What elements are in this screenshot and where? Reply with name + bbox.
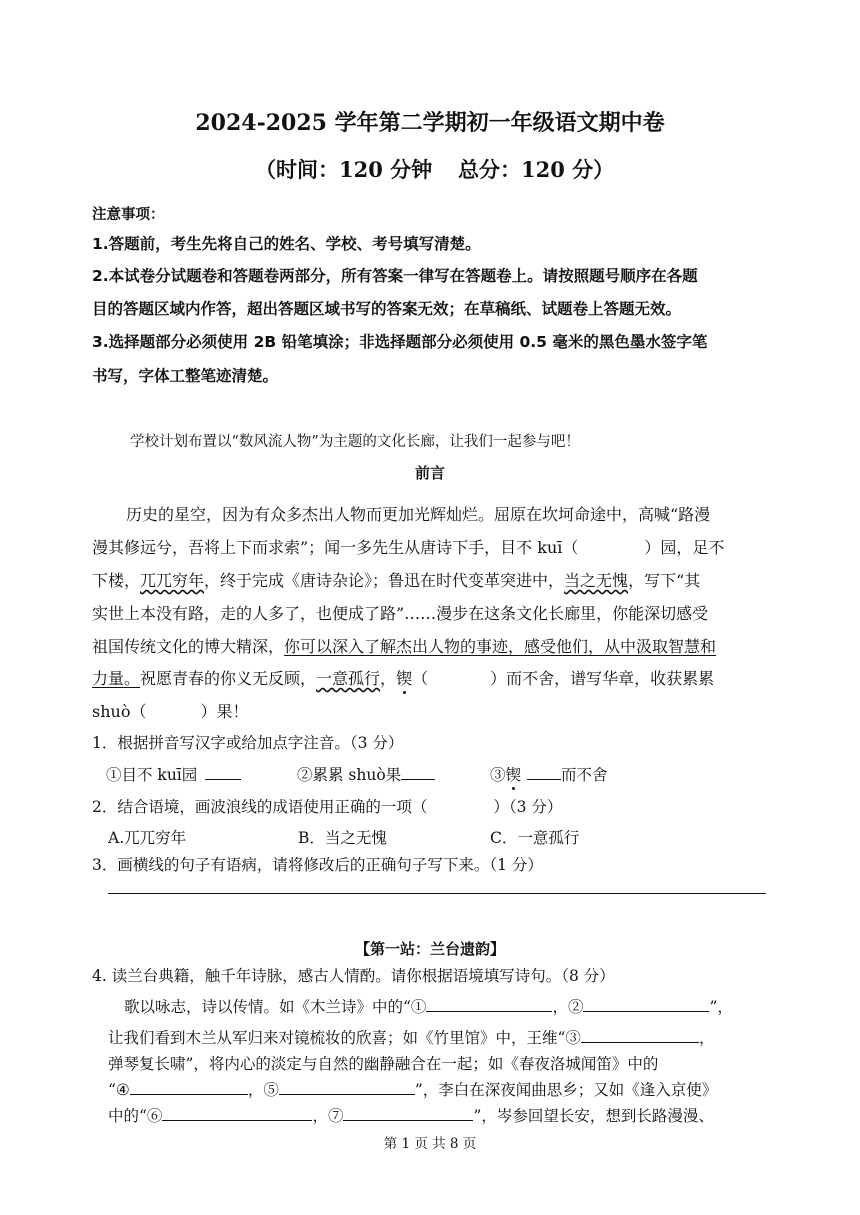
preface-line-2b: ）园，足不	[644, 538, 725, 557]
poem-blank-5[interactable]	[279, 1080, 415, 1095]
q4-line-5	[108, 1104, 714, 1126]
q2-stem-text: 2．结合语境，画波浪线的成语使用正确的一项（	[92, 798, 428, 816]
note-3a: 3.选择题部分必须使用 2B 铅笔填涂；非选择题部分必须使用 0.5 毫米的黑色墨水签字笔	[92, 333, 708, 351]
poem-blank-2[interactable]	[583, 997, 709, 1012]
dotted-char-qie: 锲	[396, 669, 413, 688]
q1-option-1-text: ①目不 kuī园	[106, 766, 198, 784]
preface-line-6d: ）而不舍，谱写华章，收获累累	[490, 669, 715, 688]
q1-stem: 1．根据拼音写汉字或给加点字注音。（3 分）	[92, 734, 404, 752]
idiom-wuwuqiongnian: 兀兀穷年	[140, 571, 205, 590]
q2-score: ）（3 分）	[493, 798, 563, 816]
q4-line-2	[108, 1026, 714, 1048]
answer-blank[interactable]	[205, 765, 241, 780]
idiom-yiyiguxing: 一意孤行	[316, 669, 381, 688]
preface-line-2	[92, 535, 724, 558]
q4-line-1c: ”，	[709, 998, 733, 1016]
q4-stem: 4. 读兰台典籍，触千年诗脉，感古人情酌。请你根据语境填写诗句。（8 分）	[92, 967, 615, 985]
q1-option-1	[106, 763, 241, 785]
preface-heading: 前言	[414, 464, 445, 482]
preface-line-5	[92, 634, 716, 657]
preface-line-4: 实世上本没有路，走的人多了，也便成了路”……漫步在这条文化长廊里，你能深切感受	[92, 604, 709, 623]
q4-line-5b: ，⑦	[312, 1107, 344, 1125]
preface-line-6a: 祝愿青春的你义无反顾，	[140, 669, 317, 688]
q4-line-4b: ，⑤	[247, 1081, 279, 1099]
q4-line-5c: ”，岑参回望长安，想到长路漫漫、	[473, 1107, 714, 1125]
poem-blank-7[interactable]	[343, 1106, 473, 1121]
preface-line-3a: 下楼，	[92, 571, 141, 590]
answer-blank[interactable]	[401, 765, 435, 780]
preface-line-5a: 祖国传统文化的博大精深，	[92, 637, 285, 656]
q1-option-3-text: 而不舍	[561, 766, 608, 784]
q2-option-a[interactable]: A.兀兀穷年	[108, 829, 187, 847]
exam-total: 总分：120 分）	[458, 157, 615, 182]
idiom-dangzhiwukui: 当之无愧	[564, 571, 629, 590]
preface-line-3	[92, 568, 700, 591]
notes-heading: 注意事项：	[92, 207, 165, 223]
q4-line-2a: 让我们看到木兰从军归来对镜梳妆的欣喜；如《竹里馆》中，王维“③	[108, 1029, 581, 1047]
q2-option-b[interactable]: B．当之无愧	[298, 829, 387, 847]
q4-line-2b: ，	[698, 1029, 715, 1047]
q1-option-3	[490, 763, 608, 785]
q4-line-1a: 歌以咏志，诗以传情。如《木兰诗》中的“①	[124, 998, 427, 1016]
q4-line-1b: ，②	[552, 998, 584, 1016]
q4-line-4	[108, 1078, 717, 1100]
preface-line-7	[92, 699, 248, 722]
note-1: 1.答题前，考生先将自己的姓名、学校、考号填写清楚。	[92, 235, 481, 253]
q4-line-4c: ”，李白在深夜闻曲思乡；又如《逢入京使》	[414, 1081, 718, 1099]
preface-line-7a: shuò（	[92, 702, 147, 721]
section-1-heading: 【第一站：兰台遗韵】	[354, 940, 505, 958]
note-2b: 目的答题区域内作答，超出答题区域书写的答案无效；在草稿纸、试题卷上答题无效。	[92, 300, 682, 318]
q4-line-5a: 中的“⑥	[108, 1107, 163, 1125]
sick-sentence-part-2: 力量。	[92, 669, 141, 688]
q4-line-3: 弹琴复长啸”，将内心的淡定与自然的幽静融合在一起；如《春夜洛城闻笛》中的	[108, 1055, 659, 1073]
exam-title: 2024-2025 学年第二学期初一年级语文期中卷	[195, 110, 665, 136]
preface-line-6	[92, 666, 714, 689]
poem-blank-4[interactable]	[130, 1080, 248, 1095]
q1-option-3-marker: ③	[490, 766, 506, 784]
preface-line-3c: ，写下“其	[628, 571, 701, 590]
sick-sentence-part-1: 你可以深入了解杰出人物的事迹，感受他们，从中汲取智慧和	[284, 637, 717, 656]
q2-option-c[interactable]: C．一意孤行	[490, 829, 580, 847]
note-2a: 2.本试卷分试题卷和答题卷两部分，所有答案一律写在答题卷上。请按照题号顺序在各题	[92, 267, 698, 285]
answer-blank[interactable]	[527, 765, 561, 780]
q2-stem	[92, 795, 562, 817]
poem-blank-6[interactable]	[162, 1106, 312, 1121]
q3-answer-line[interactable]	[108, 893, 766, 894]
preface-line-7b: ）果！	[200, 702, 249, 721]
exam-time: （时间：120 分钟	[255, 157, 433, 182]
preface-line-1: 历史的星空，因为有众多杰出人物而更加光辉灿烂。屈原在坎坷命途中，高喊“路漫	[126, 505, 711, 524]
preface-line-3b: ，终于完成《唐诗杂论》；鲁迅在时代变革突进中，	[204, 571, 565, 590]
q4-line-1	[124, 995, 733, 1017]
preface-line-6b: ，	[380, 669, 397, 688]
poem-blank-1[interactable]	[426, 997, 552, 1012]
preface-line-2a: 漫其修远兮，吾将上下而求索”；闻一多先生从唐诗下手，目不 kuī（	[92, 538, 579, 557]
q4-line-4a: “④	[108, 1081, 130, 1099]
q3-stem: 3．画横线的句子有语病，请将修改后的正确句子写下来。（1 分）	[92, 856, 543, 874]
poem-blank-3[interactable]	[581, 1028, 699, 1043]
q1-option-2	[297, 763, 435, 785]
page-footer: 第 1 页 共 8 页	[383, 1136, 477, 1152]
dotted-char-qie: 锲	[505, 766, 522, 784]
intro-text: 学校计划布置以“数风流人物”为主题的文化长廊，让我们一起参与吧！	[130, 434, 580, 450]
q1-option-2-text: ②累累 shuò果	[297, 766, 402, 784]
preface-line-6c: （	[412, 669, 429, 688]
note-3b: 书写，字体工整笔迹清楚。	[92, 367, 279, 385]
